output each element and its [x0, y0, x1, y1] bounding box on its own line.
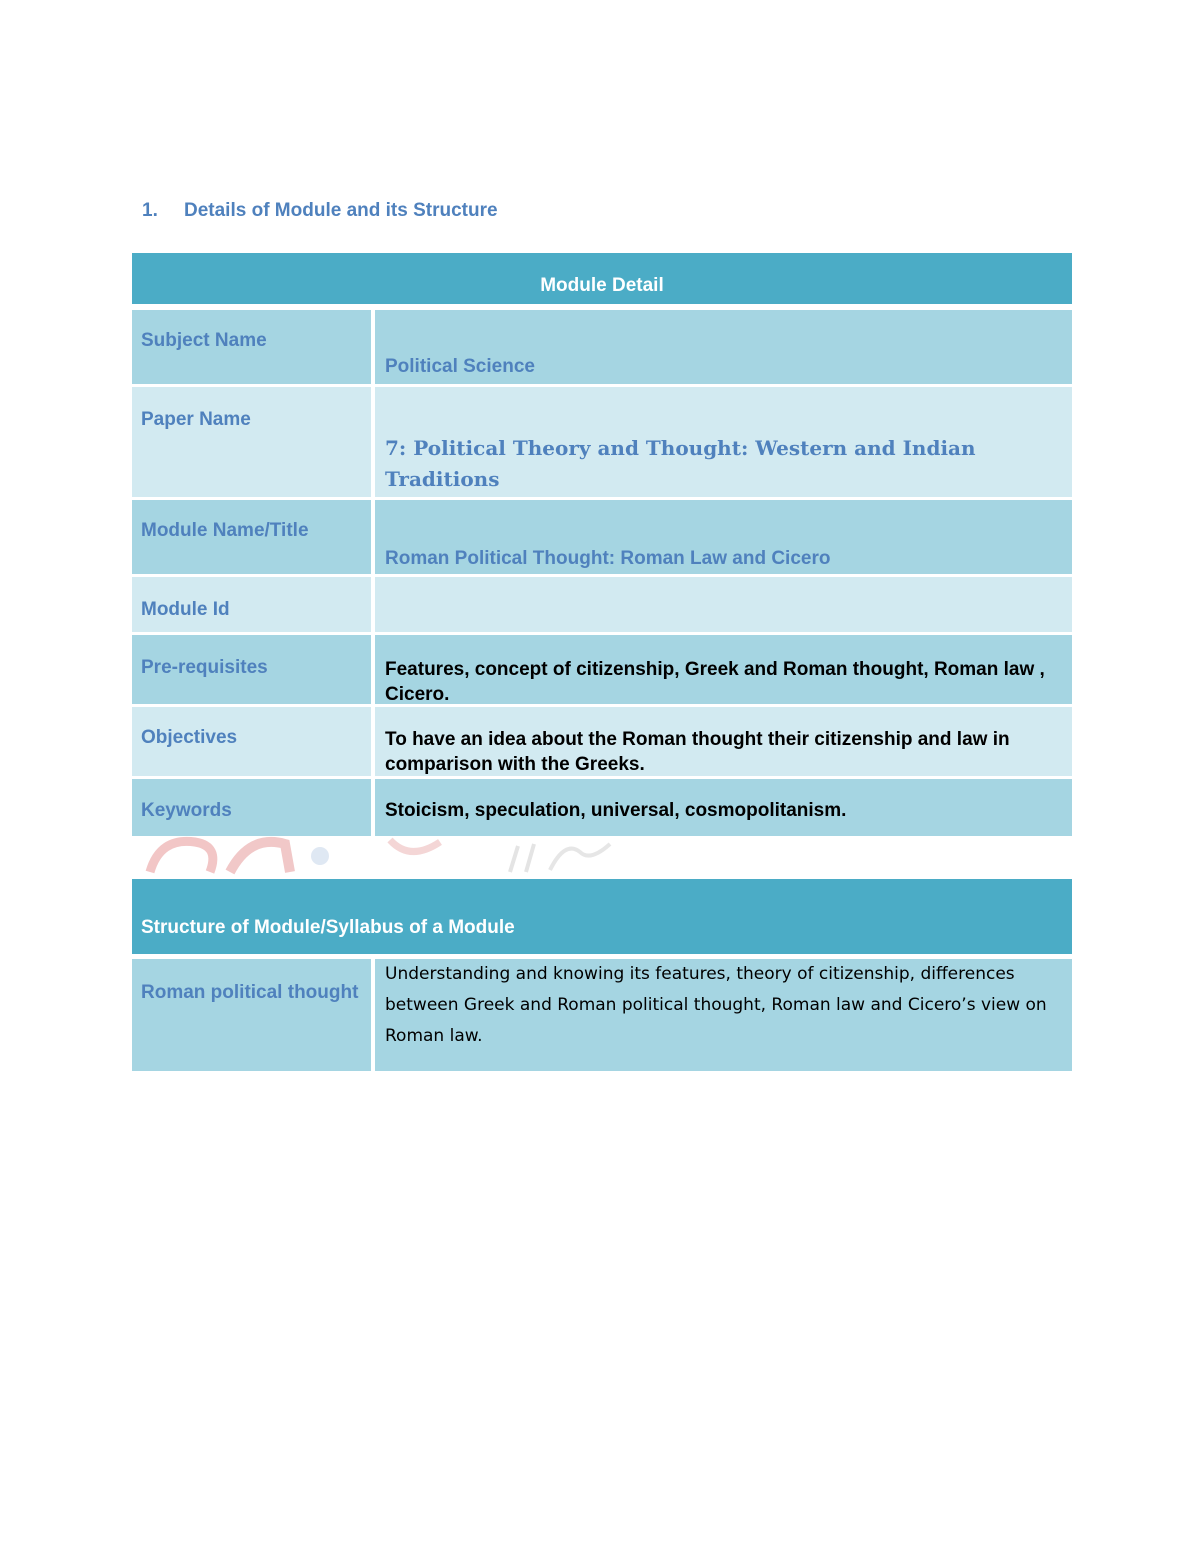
structure-table	[132, 879, 1072, 1071]
row-value: Political Science	[385, 356, 535, 377]
row-label: Objectives	[132, 707, 375, 776]
table-row	[132, 635, 1072, 707]
row-label: Roman political thought	[132, 959, 375, 1071]
table-row	[132, 387, 1072, 500]
row-label: Pre-requisites	[132, 635, 375, 704]
row-value: Roman Political Thought: Roman Law and Cicero	[385, 548, 831, 569]
module-detail-header	[132, 253, 1072, 310]
table-row	[132, 779, 1072, 836]
table-row	[132, 959, 1072, 1071]
module-detail-table	[132, 253, 1072, 836]
row-value	[375, 577, 1072, 632]
watermark-logo	[140, 832, 660, 878]
row-label: Module Id	[132, 577, 375, 632]
section-number: 1.	[142, 200, 158, 221]
table-row	[132, 577, 1072, 635]
section-heading	[142, 200, 498, 222]
row-label: Module Name/Title	[132, 500, 375, 574]
row-label: Paper Name	[132, 387, 375, 497]
table-row	[132, 500, 1072, 577]
module-detail-header-label: Module Detail	[540, 275, 664, 296]
row-value: Stoicism, speculation, universal, cosmopolitanism.	[385, 800, 847, 821]
row-label: Keywords	[132, 779, 375, 836]
structure-header	[132, 879, 1072, 959]
structure-header-label: Structure of Module/Syllabus of a Module	[141, 917, 515, 938]
row-value: To have an idea about the Roman thought their citizenship and law in comparison with the Greeks.	[385, 729, 1010, 775]
row-value: 7: Political Theory and Thought: Western and Indian Traditions	[385, 436, 976, 491]
table-row	[132, 707, 1072, 779]
row-value: Understanding and knowing its features, theory of citizenship, differences between Greek and Roman political thought, Roman law and Cicero’s view on Roman law.	[385, 964, 1047, 1046]
section-title: Details of Module and its Structure	[184, 200, 498, 221]
row-value: Features, concept of citizenship, Greek and Roman thought, Roman law , Cicero.	[385, 659, 1045, 705]
row-label: Subject Name	[132, 310, 375, 384]
table-row	[132, 310, 1072, 387]
